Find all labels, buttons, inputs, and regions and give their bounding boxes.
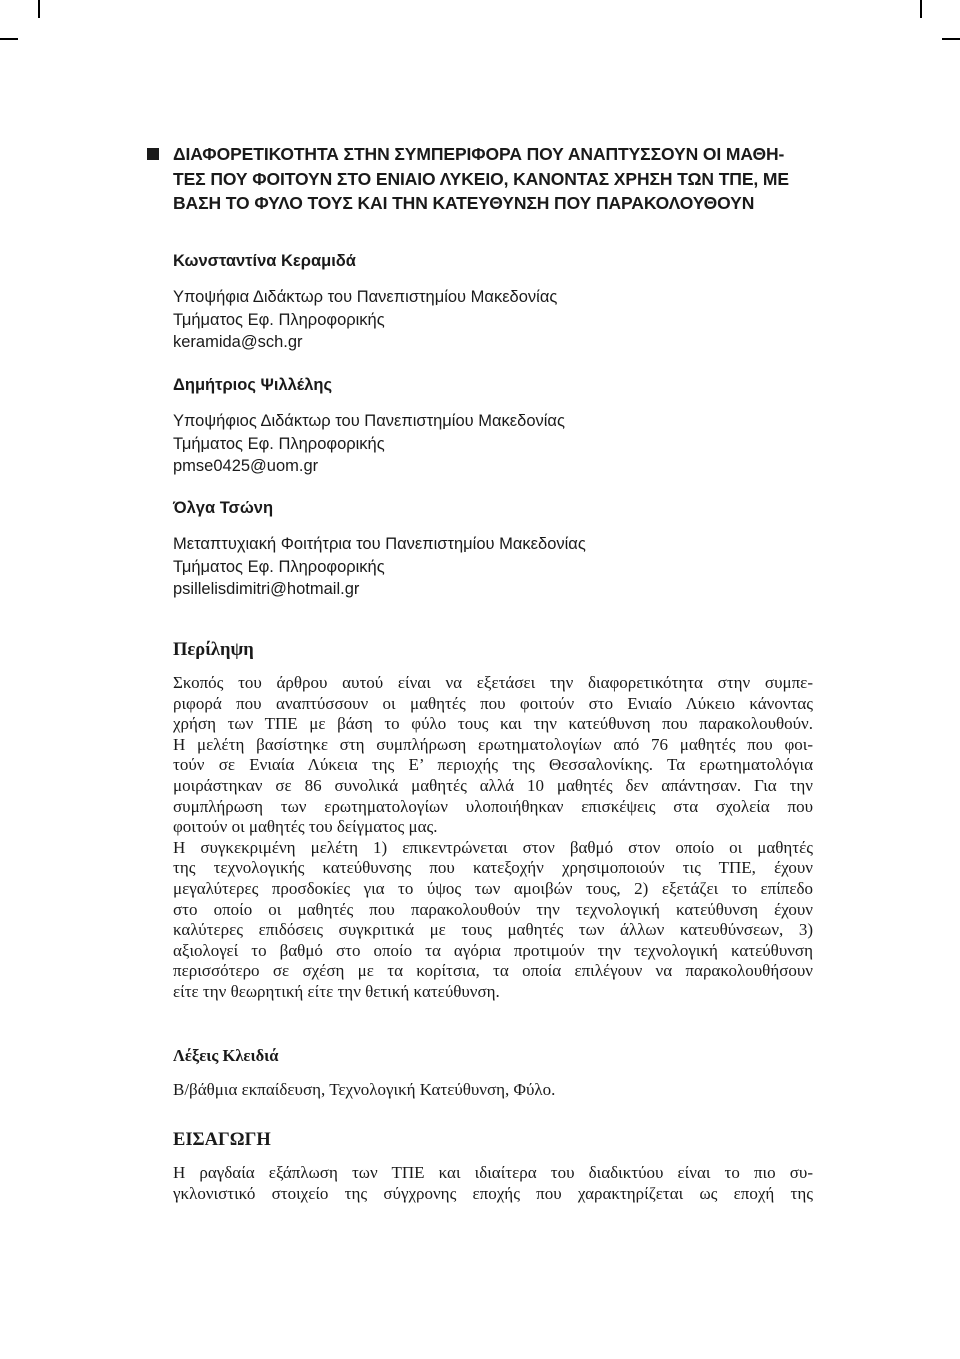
keywords-heading: Λέξεις Κλειδιά xyxy=(173,1046,279,1065)
abstract-line: είτε την θεωρητική είτε την θετική κατεύθυνση. xyxy=(173,981,500,1001)
crop-mark-top-left xyxy=(0,38,18,40)
crop-mark-top-right-vertical xyxy=(920,0,922,18)
intro-line: γκλονιστικό στοιχείο της σύγχρονης εποχής που χαρακτηρίζεται ως εποχή της xyxy=(173,1183,813,1203)
abstract-line: Η μελέτη βασίστηκε στη συμπλήρωση ερωτηματολογίων από 76 μαθητές που φοι- xyxy=(173,734,813,754)
abstract-line: περισσότερο σε σχέση με τα κορίτσια, τα οποία επιλέγουν να παρακολουθήσουν xyxy=(173,961,813,981)
author-2 xyxy=(173,374,813,478)
crop-mark-top-right xyxy=(942,38,960,40)
author-email[interactable]: pmse0425@uom.gr xyxy=(173,457,319,475)
abstract-line: τούν σε Ενιαία Λύκεια της Ε’ περιοχής της Θεσσαλονίκης. Τα ερωτηματολόγια xyxy=(173,755,813,775)
abstract-line: ριφορά που αναπτύσσουν οι μαθητές που φοιτούν στο Ενιαίο Λύκειο κάνοντας xyxy=(173,693,813,713)
author-position: Μεταπτυχιακή Φοιτήτρια του Πανεπιστημίου Μακεδονίας xyxy=(173,535,586,553)
title-block xyxy=(147,142,817,216)
author-name: Κωνσταντίνα Κεραμιδά xyxy=(173,252,356,270)
abstract-line: καλύτερες επιδόσεις συγκριτικά με τους μαθητές των άλλων κατευθύνσεων, 3) xyxy=(173,920,813,940)
author-email[interactable]: keramida@sch.gr xyxy=(173,333,303,351)
keywords-text: Β/βάθμια εκπαίδευση, Τεχνολογική Κατεύθυνση, Φύλο. xyxy=(173,1080,556,1099)
abstract-line: μεγαλύτερες προσδοκίες για το ύψος των αμοιβών τους, 2) εξετάζει το επίπεδο xyxy=(173,878,813,898)
title-bullet-icon xyxy=(147,148,159,160)
abstract-line: στο οποίο οι μαθητές που παρακολουθούν την τεχνολογική κατεύθυνση έχουν xyxy=(173,899,813,919)
author-department: Τμήματος Εφ. Πληροφορικής xyxy=(173,557,385,576)
abstract-line: χρήση των ΤΠΕ με βάση το φύλο τους και την κατεύθυνση που παρακολουθούν. xyxy=(173,714,813,734)
abstract-line: φοιτούν οι μαθητές του δείγματος μας. xyxy=(173,817,438,837)
author-position: Υποψήφια Διδάκτωρ του Πανεπιστημίου Μακεδονίας xyxy=(173,288,558,306)
title-line: ΔΙΑΦΟΡΕΤΙΚΟΤΗΤΑ ΣΤΗΝ ΣΥΜΠΕΡΙΦΟΡΑ ΠΟΥ ΑΝΑΠΤΥΣΣΟΥΝ ΟΙ ΜΑΘΗ- xyxy=(173,144,785,164)
abstract-line: Η συγκεκριμένη μελέτη 1) επικεντρώνεται στον βαθμό στον οποίο οι μαθητές xyxy=(173,837,813,857)
author-1 xyxy=(173,250,813,354)
intro-heading: ΕΙΣΑΓΩΓΗ xyxy=(173,1130,271,1150)
author-name: Όλγα Τσώνη xyxy=(173,499,274,517)
title-line: ΤΕΣ ΠΟΥ ΦΟΙΤΟΥΝ ΣΤΟ ΕΝΙΑΙΟ ΛΥΚΕΙΟ, ΚΑΝΟΝΤΑΣ ΧΡΗΣΗ ΤΩΝ ΤΠΕ, ΜΕ xyxy=(173,168,789,189)
intro-text xyxy=(173,1163,813,1204)
author-3 xyxy=(173,497,813,601)
author-department: Τμήματος Εφ. Πληροφορικής xyxy=(173,434,385,453)
abstract-heading: Περίληψη xyxy=(173,640,254,660)
title-line: ΒΑΣΗ ΤΟ ΦΥΛΟ ΤΟΥΣ ΚΑΙ ΤΗΝ ΚΑΤΕΥΘΥΝΣΗ ΠΟΥ ΠΑΡΑΚΟΛΟΥΘΟΥΝ xyxy=(173,193,755,213)
abstract-line: συμπλήρωση των ερωτηματολογίων υλοποιήθηκαν επισκέψεις στα σχολεία που xyxy=(173,796,813,816)
abstract-line: Σκοπός του άρθρου αυτού είναι να εξετάσει την διαφορετικότητα στην συμπε- xyxy=(173,673,813,692)
author-name: Δημήτριος Ψιλλέλης xyxy=(173,376,333,394)
abstract-line: αξιολογεί το βαθμό στο οποίο τα αγόρια προτιμούν την τεχνολογική κατεύθυνση xyxy=(173,940,813,960)
abstract-line: μοιράστηκαν σε 86 συνολικά μαθητές αλλά 10 μαθητές δεν απάντησαν. Για την xyxy=(173,775,813,795)
abstract-text xyxy=(173,673,813,1003)
author-email[interactable]: psillelisdimitri@hotmail.gr xyxy=(173,580,360,598)
intro-line: Η ραγδαία εξάπλωση των ΤΠΕ και ιδιαίτερα του διαδικτύου είναι το πιο συ- xyxy=(173,1163,813,1182)
paper-title xyxy=(173,142,817,216)
abstract-line: της τεχνολογικής κατεύθυνσης που κατεξοχήν χρησιμοποιούν τις ΤΠΕ, έχουν xyxy=(173,858,813,878)
author-department: Τμήματος Εφ. Πληροφορικής xyxy=(173,310,385,329)
crop-mark-top-left-vertical xyxy=(38,0,40,18)
author-position: Υποψήφιος Διδάκτωρ του Πανεπιστημίου Μακεδονίας xyxy=(173,412,565,430)
